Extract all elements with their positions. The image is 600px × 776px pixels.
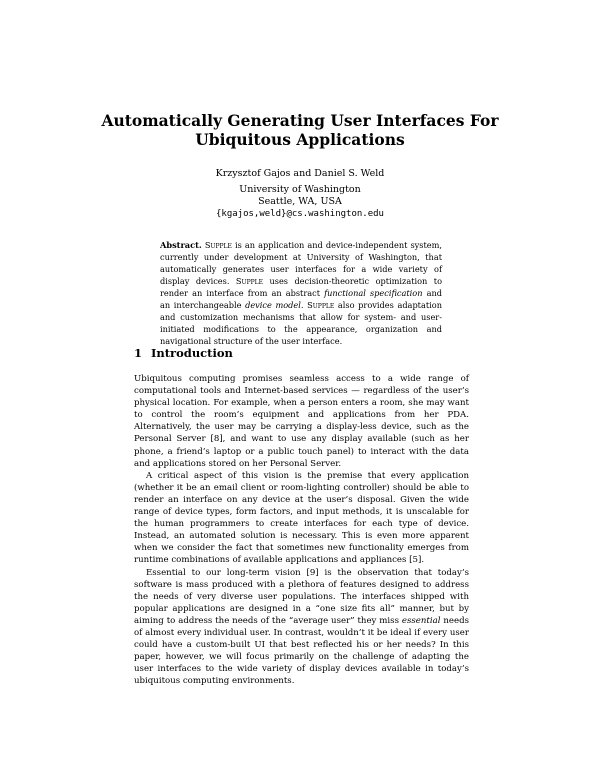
paper-title-line-2: Ubiquitous Applications: [195, 130, 405, 149]
abstract: [160, 239, 442, 347]
system-name: Supple: [204, 240, 232, 250]
abstract-text: uses decision-theoretic optimization to render an interface from an abstract: [160, 276, 443, 298]
abstract-emphasis: functional specification: [324, 288, 423, 298]
paragraph-text: needs of almost every individual user. In contrast, wouldn’t it be ideal if every user could have a custom-built UI that best reflected his or her needs? In this paper, however, we will focus primarily on the challenge of adapting the user interfaces to the wide variety of display devices available in today’s ubiquitous computing environments.: [134, 615, 469, 687]
paragraph-emphasis: essential: [401, 615, 441, 626]
section-heading: [134, 346, 233, 360]
abstract-label: Abstract.: [160, 240, 202, 250]
abstract-text: is an application and device-independent system, currently under development at University of Washington, that automatically generates user interfaces for a wide variety of display devices.: [160, 240, 442, 286]
authors: Krzysztof Gajos and Daniel S. Weld: [215, 168, 385, 179]
paragraph-text: Essential to our long-term vision [9] is the observation that today’s software is mass produced with a plethora of features designed to address the needs of very diverse user populations. The interfaces shipped with popular applications are designed in a “one size fits all” manner, but by aiming to address the needs of the “average user” they miss: [134, 567, 469, 626]
section-title: Introduction: [151, 346, 233, 360]
paragraph: [134, 567, 469, 688]
section-number: 1: [134, 346, 143, 360]
affiliation-location: Seattle, WA, USA: [258, 196, 342, 207]
system-name: Supple: [307, 300, 335, 310]
abstract-text: .: [300, 300, 308, 310]
author-email: {kgajos,weld}@cs.washington.edu: [216, 209, 384, 219]
paper-title-line-1: Automatically Generating User Interfaces For: [101, 111, 499, 130]
abstract-text: also provides adaptation and customization mechanisms that allow for system- and user-initiated modifications to the appearance, organization and navigational structure of the user interface.: [160, 300, 442, 346]
abstract-text: and an interchangeable: [160, 288, 442, 310]
abstract-emphasis: device model: [245, 300, 301, 310]
system-name: Supple: [235, 276, 264, 286]
paragraph: A critical aspect of this vision is the premise that every application (whether it be an email client or room-lighting controller) should be able to render an interface on any device at the user’s disposal. Given the wide range of device types, form factors, and input methods, it is unscalable for the human programmers to create interfaces for each type of device. Instead, an automated solution is necessary. This is even more apparent when we consider the fact that sometimes new functionality emerges from runtime combinations of available applications and appliances [5].: [134, 470, 469, 566]
paragraph: Ubiquitous computing promises seamless access to a wide range of computational tools and Internet-based services — regardless of the user’s physical location. For example, when a person enters a room, she may want to control the room’s equipment and applications from her PDA. Alternatively, the user may be carrying a display-less device, such as the Personal Server [8], and want to use any display available (such as her phone, a friend’s laptop or a public touch panel) to interact with the data and applications stored on her Personal Server.: [134, 374, 469, 469]
body-text: [134, 373, 469, 687]
affiliation-institution: University of Washington: [239, 184, 361, 195]
